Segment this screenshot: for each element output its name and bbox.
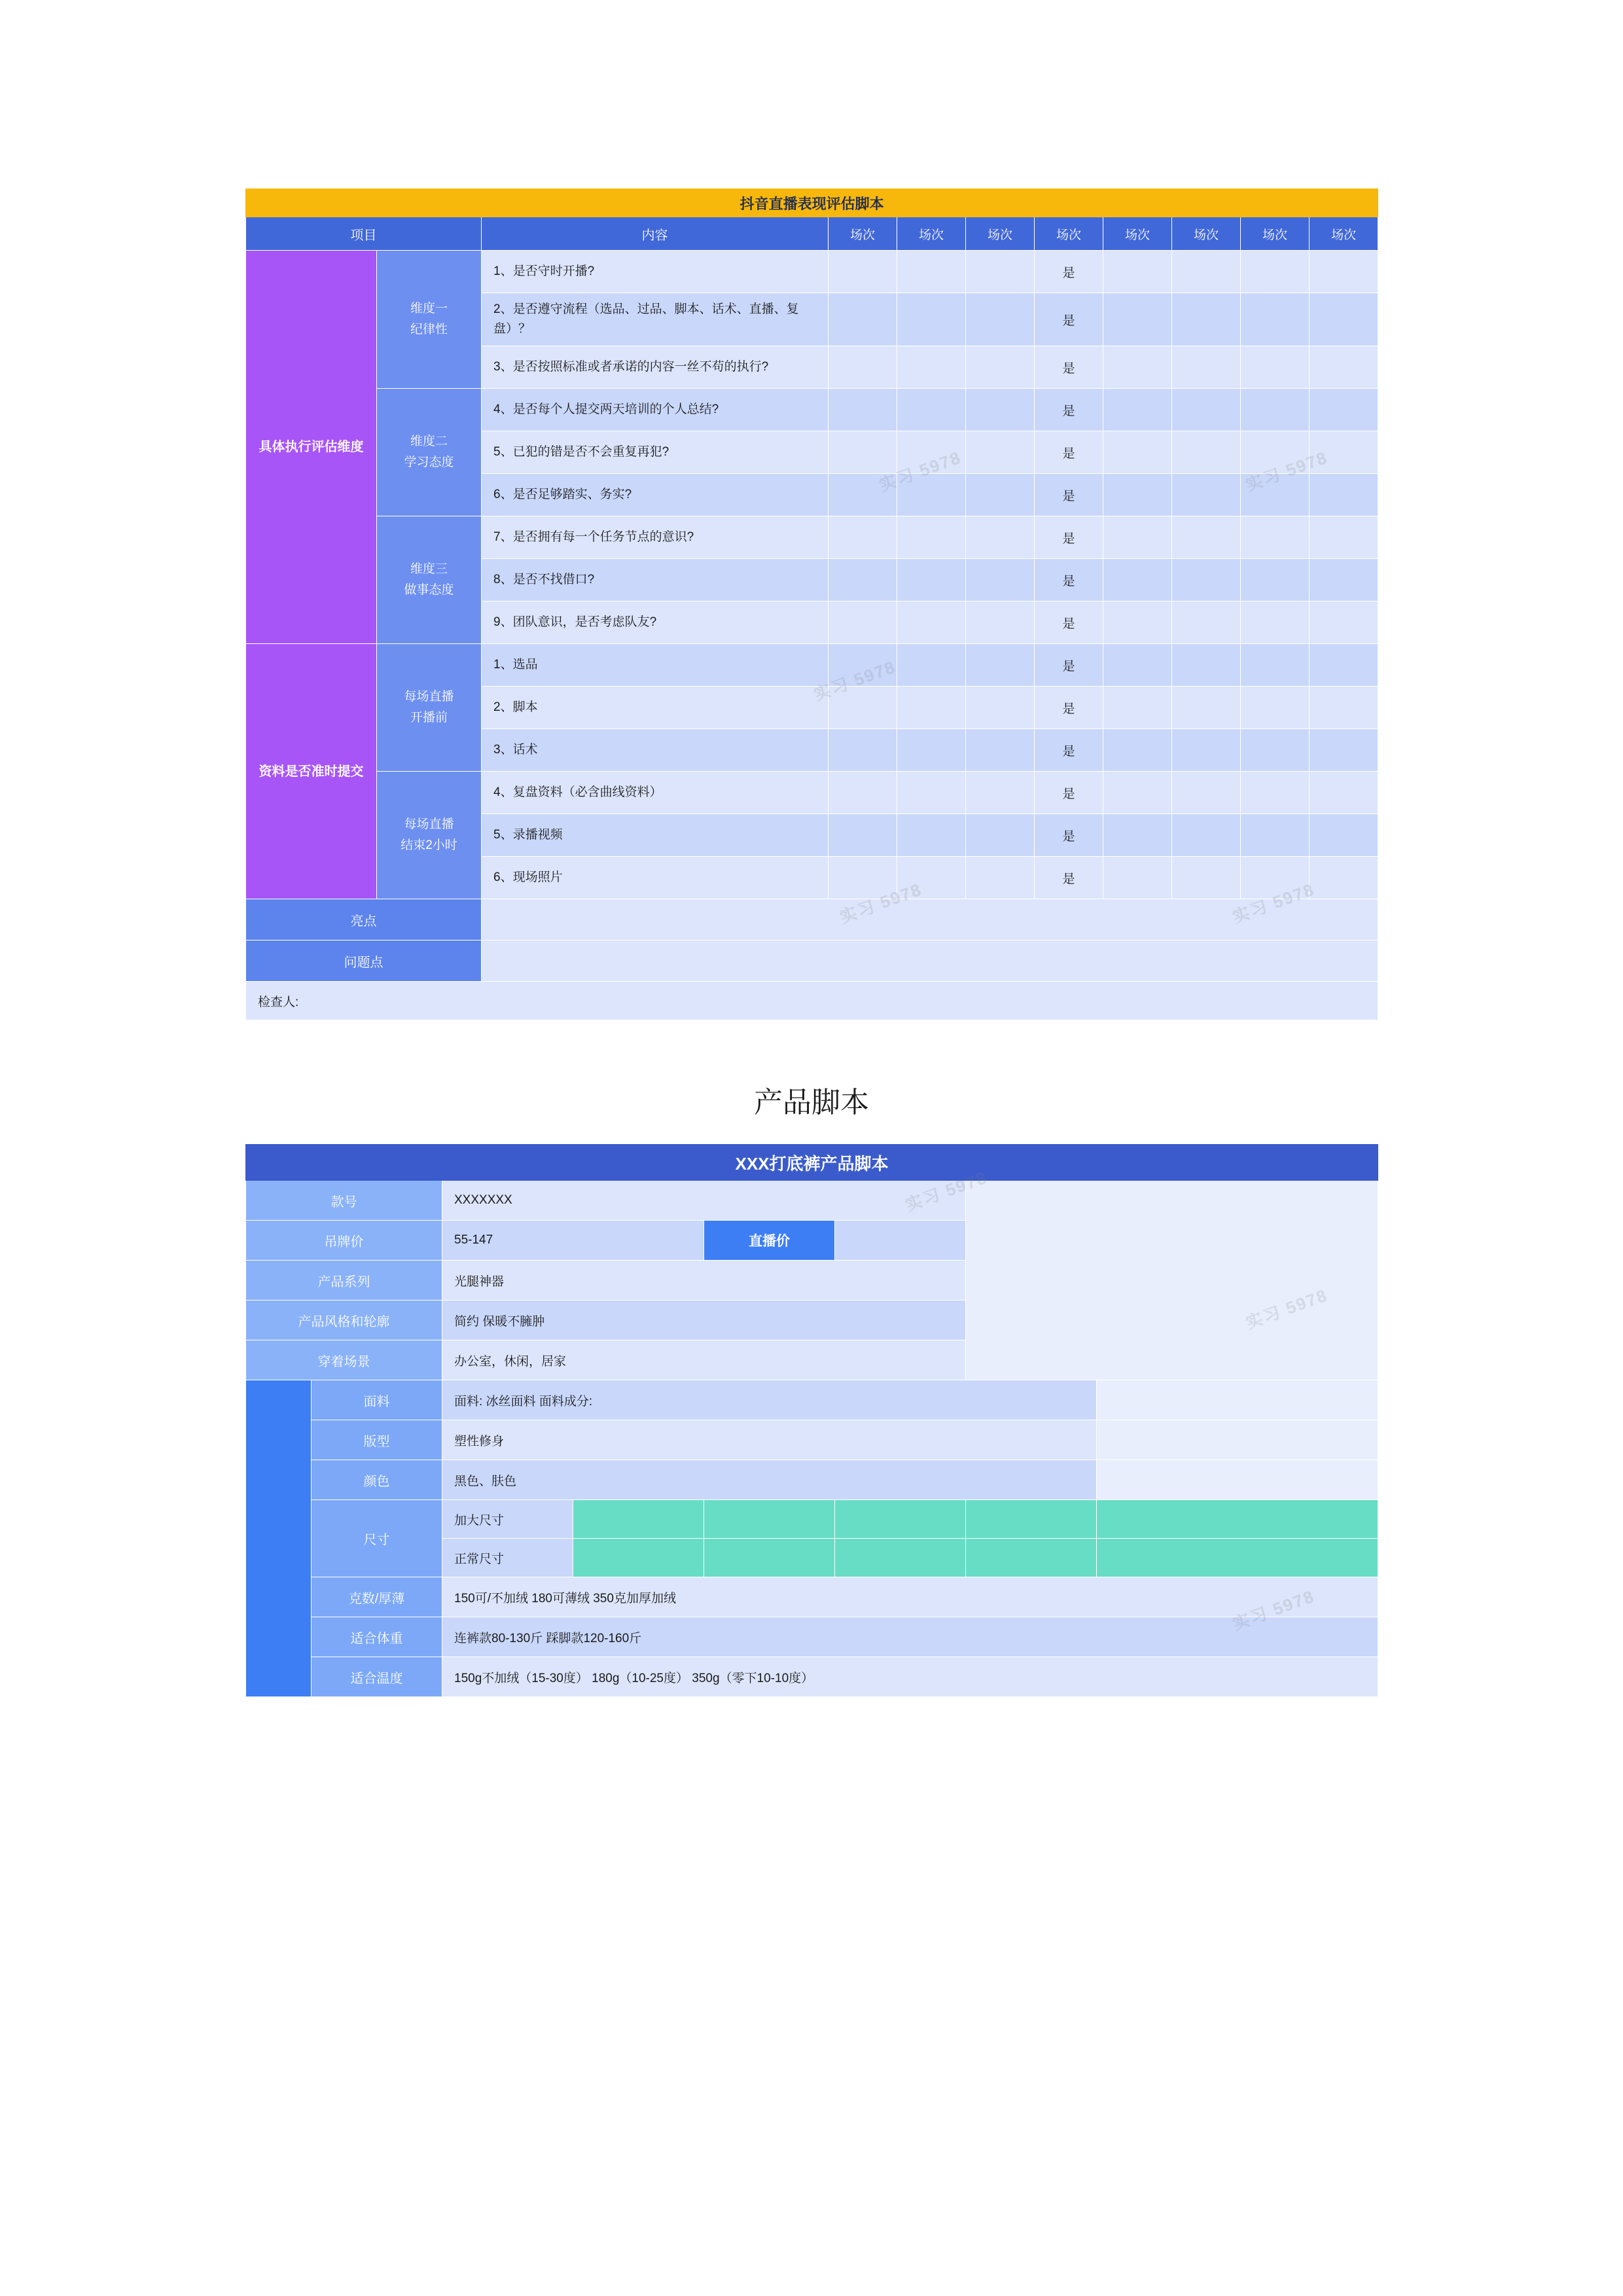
- session-cell[interactable]: [1241, 389, 1310, 431]
- session-cell[interactable]: [966, 814, 1035, 857]
- table-row: [246, 516, 1378, 559]
- session-cell[interactable]: [966, 729, 1035, 772]
- session-cell[interactable]: [1172, 389, 1241, 431]
- table-row-inspector: [246, 982, 1378, 1020]
- header-project: 项目: [246, 217, 482, 251]
- table-row: [246, 251, 1378, 293]
- session-cell[interactable]: [1172, 516, 1241, 559]
- header-session-3: 场次: [966, 217, 1035, 251]
- session-cell[interactable]: [1103, 559, 1172, 601]
- table-product-script: [245, 1144, 1378, 1697]
- label-size-large: 加大尺寸: [442, 1500, 573, 1539]
- question-text: 4、是否每个人提交两天培训的个人总结?: [482, 389, 829, 431]
- size-cell[interactable]: [573, 1500, 704, 1539]
- table-row: [246, 772, 1378, 814]
- table-row-issues: [246, 941, 1378, 982]
- size-cell[interactable]: [1097, 1500, 1378, 1539]
- session-cell[interactable]: [1310, 431, 1378, 474]
- session-cell[interactable]: [897, 644, 966, 687]
- value-weight-thickness[interactable]: 150可/不加绒 180可薄绒 350克加厚加绒: [442, 1577, 1378, 1617]
- label-suitable-temperature: 适合温度: [312, 1657, 442, 1697]
- session-cell[interactable]: [829, 293, 897, 346]
- session-cell[interactable]: [1103, 346, 1172, 389]
- highlights-input[interactable]: [482, 899, 1378, 941]
- session-cell-marked[interactable]: 是: [1035, 474, 1103, 516]
- session-cell[interactable]: [1103, 772, 1172, 814]
- session-cell[interactable]: [1241, 814, 1310, 857]
- question-text: 6、是否足够踏实、务实?: [482, 474, 829, 516]
- live-evaluation-script-table: [245, 188, 1378, 1020]
- session-cell[interactable]: [1103, 293, 1172, 346]
- size-cell[interactable]: [704, 1500, 835, 1539]
- session-cell[interactable]: [1241, 559, 1310, 601]
- session-cell[interactable]: [1172, 431, 1241, 474]
- session-cell[interactable]: [1310, 293, 1378, 346]
- session-cell[interactable]: [1172, 729, 1241, 772]
- session-cell[interactable]: [897, 772, 966, 814]
- question-text: 3、是否按照标准或者承诺的内容一丝不苟的执行?: [482, 346, 829, 389]
- session-cell[interactable]: [1310, 729, 1378, 772]
- question-text: 6、现场照片: [482, 857, 829, 899]
- question-text: 1、是否守时开播?: [482, 251, 829, 293]
- session-cell[interactable]: [1103, 644, 1172, 687]
- session-cell[interactable]: [1310, 559, 1378, 601]
- value-live-price[interactable]: [835, 1221, 966, 1261]
- table-row: [246, 1460, 1378, 1500]
- value-product-style[interactable]: 简约 保暖不臃肿: [442, 1300, 966, 1340]
- session-cell[interactable]: [1310, 346, 1378, 389]
- session-cell[interactable]: [1172, 857, 1241, 899]
- session-cell[interactable]: [1310, 389, 1378, 431]
- session-cell[interactable]: [1310, 772, 1378, 814]
- session-cell[interactable]: [966, 346, 1035, 389]
- dimension-label-4: 每场直播 开播前: [377, 644, 482, 772]
- session-cell[interactable]: [1241, 474, 1310, 516]
- table-row: [246, 1500, 1378, 1539]
- session-cell[interactable]: [897, 814, 966, 857]
- session-cell-marked[interactable]: 是: [1035, 644, 1103, 687]
- header-session-5: 场次: [1103, 217, 1172, 251]
- value-fabric[interactable]: 面料: 冰丝面料 面料成分:: [442, 1380, 1097, 1420]
- session-cell[interactable]: [829, 857, 897, 899]
- header-session-4: 场次: [1035, 217, 1103, 251]
- question-text: 1、选品: [482, 644, 829, 687]
- session-cell[interactable]: [829, 687, 897, 729]
- question-text: 2、是否遵守流程（选品、过品、脚本、话术、直播、复盘）？: [482, 293, 829, 346]
- session-cell[interactable]: [966, 474, 1035, 516]
- session-cell[interactable]: [1172, 293, 1241, 346]
- label-size: 尺寸: [312, 1500, 442, 1577]
- size-cell[interactable]: [573, 1539, 704, 1577]
- session-cell[interactable]: [1172, 772, 1241, 814]
- table1-title: 抖音直播表现评估脚本: [246, 189, 1378, 217]
- session-cell[interactable]: [829, 772, 897, 814]
- session-cell[interactable]: [1103, 431, 1172, 474]
- session-cell[interactable]: [1103, 857, 1172, 899]
- size-cell[interactable]: [704, 1539, 835, 1577]
- session-cell[interactable]: [897, 516, 966, 559]
- session-cell[interactable]: [966, 516, 1035, 559]
- session-cell[interactable]: [829, 431, 897, 474]
- label-weight-thickness: 克数/厚薄: [312, 1577, 442, 1617]
- question-text: 3、话术: [482, 729, 829, 772]
- header-session-8: 场次: [1310, 217, 1378, 251]
- table-row: [246, 1380, 1378, 1420]
- session-cell[interactable]: [966, 559, 1035, 601]
- session-cell[interactable]: [897, 687, 966, 729]
- session-cell[interactable]: [1310, 644, 1378, 687]
- image-placeholder-area-2: [1097, 1380, 1378, 1420]
- row-label-highlights: 亮点: [246, 899, 482, 941]
- session-cell[interactable]: [966, 644, 1035, 687]
- session-cell[interactable]: [1172, 474, 1241, 516]
- session-cell[interactable]: [897, 857, 966, 899]
- category-label-1: 具体执行评估维度: [246, 251, 377, 644]
- header-session-1: 场次: [829, 217, 897, 251]
- session-cell[interactable]: [1172, 346, 1241, 389]
- table-row: [246, 389, 1378, 431]
- session-cell[interactable]: [897, 251, 966, 293]
- issues-input[interactable]: [482, 941, 1378, 982]
- value-fit[interactable]: 塑性修身: [442, 1420, 1097, 1460]
- label-tag-price: 吊牌价: [246, 1221, 442, 1261]
- table-row-highlight: [246, 899, 1378, 941]
- session-cell[interactable]: [966, 772, 1035, 814]
- question-text: 5、已犯的错是否不会重复再犯?: [482, 431, 829, 474]
- session-cell[interactable]: [1103, 251, 1172, 293]
- section-title-product-script: 产品脚本: [754, 1086, 869, 1119]
- session-cell[interactable]: [829, 389, 897, 431]
- table-row: [246, 1577, 1378, 1617]
- value-suitable-temperature[interactable]: 150g不加绒（15-30度） 180g（10-25度） 350g（零下10-10度）: [442, 1657, 1378, 1697]
- session-cell[interactable]: [1241, 857, 1310, 899]
- session-cell[interactable]: [829, 644, 897, 687]
- session-cell[interactable]: [1241, 431, 1310, 474]
- detail-category-bar: [246, 1380, 312, 1697]
- session-cell[interactable]: [966, 431, 1035, 474]
- session-cell[interactable]: [897, 559, 966, 601]
- inspector-field[interactable]: 检查人:: [246, 982, 1378, 1020]
- question-text: 7、是否拥有每一个任务节点的意识?: [482, 516, 829, 559]
- session-cell-marked[interactable]: 是: [1035, 516, 1103, 559]
- question-text: 8、是否不找借口?: [482, 559, 829, 601]
- table-header-row: [246, 217, 1378, 251]
- session-cell[interactable]: [897, 729, 966, 772]
- session-cell[interactable]: [966, 687, 1035, 729]
- session-cell[interactable]: [1310, 251, 1378, 293]
- size-cell[interactable]: [835, 1500, 966, 1539]
- value-suitable-weight[interactable]: 连裤款80-130斤 踩脚款120-160斤: [442, 1617, 1378, 1657]
- session-cell[interactable]: [1103, 814, 1172, 857]
- image-placeholder-area: [966, 1181, 1378, 1380]
- label-fit: 版型: [312, 1420, 442, 1460]
- session-cell[interactable]: [1310, 474, 1378, 516]
- table-row: [246, 1420, 1378, 1460]
- session-cell[interactable]: [966, 857, 1035, 899]
- session-cell-marked[interactable]: 是: [1035, 431, 1103, 474]
- session-cell[interactable]: [829, 346, 897, 389]
- session-cell-marked[interactable]: 是: [1035, 346, 1103, 389]
- label-style-number: 款号: [246, 1181, 442, 1221]
- session-cell[interactable]: [1172, 251, 1241, 293]
- session-cell-marked[interactable]: 是: [1035, 559, 1103, 601]
- session-cell[interactable]: [1172, 559, 1241, 601]
- session-cell[interactable]: [1310, 687, 1378, 729]
- session-cell[interactable]: [1172, 601, 1241, 644]
- session-cell[interactable]: [966, 389, 1035, 431]
- session-cell[interactable]: [1103, 729, 1172, 772]
- session-cell[interactable]: [1241, 687, 1310, 729]
- question-text: 5、录播视频: [482, 814, 829, 857]
- label-size-normal: 正常尺寸: [442, 1539, 573, 1577]
- session-cell[interactable]: [1103, 389, 1172, 431]
- table2-title-row: [246, 1145, 1378, 1181]
- session-cell[interactable]: [1241, 516, 1310, 559]
- header-session-2: 场次: [897, 217, 966, 251]
- session-cell-marked[interactable]: 是: [1035, 857, 1103, 899]
- session-cell-marked[interactable]: 是: [1035, 251, 1103, 293]
- session-cell[interactable]: [966, 293, 1035, 346]
- table-row: [246, 644, 1378, 687]
- image-placeholder-area-3: [1097, 1420, 1378, 1460]
- label-fabric: 面料: [312, 1380, 442, 1420]
- question-text: 2、脚本: [482, 687, 829, 729]
- session-cell[interactable]: [1241, 293, 1310, 346]
- label-color: 颜色: [312, 1460, 442, 1500]
- row-label-issues: 问题点: [246, 941, 482, 982]
- question-text: 9、团队意识，是否考虑队友?: [482, 601, 829, 644]
- session-cell[interactable]: [829, 729, 897, 772]
- session-cell-marked[interactable]: 是: [1035, 293, 1103, 346]
- value-wearing-scene[interactable]: 办公室，休闲，居家: [442, 1340, 966, 1380]
- session-cell[interactable]: [1103, 474, 1172, 516]
- session-cell[interactable]: [1241, 644, 1310, 687]
- session-cell-marked[interactable]: 是: [1035, 601, 1103, 644]
- session-cell[interactable]: [1241, 729, 1310, 772]
- product-script-table: [245, 1144, 1378, 1697]
- session-cell[interactable]: [1310, 857, 1378, 899]
- session-cell[interactable]: [829, 601, 897, 644]
- value-tag-price[interactable]: 55-147: [442, 1221, 704, 1261]
- session-cell[interactable]: [897, 431, 966, 474]
- value-color[interactable]: 黑色、肤色: [442, 1460, 1097, 1500]
- session-cell-marked[interactable]: 是: [1035, 389, 1103, 431]
- table-title-row: [246, 189, 1378, 217]
- session-cell[interactable]: [1103, 516, 1172, 559]
- label-product-style: 产品风格和轮廓: [246, 1300, 442, 1340]
- image-placeholder-area-4: [1097, 1460, 1378, 1500]
- session-cell[interactable]: [829, 251, 897, 293]
- session-cell[interactable]: [1172, 687, 1241, 729]
- value-style-number[interactable]: XXXXXXX: [442, 1181, 966, 1221]
- session-cell[interactable]: [897, 474, 966, 516]
- session-cell[interactable]: [1310, 814, 1378, 857]
- session-cell[interactable]: [897, 346, 966, 389]
- session-cell[interactable]: [829, 474, 897, 516]
- session-cell[interactable]: [897, 293, 966, 346]
- session-cell[interactable]: [1172, 644, 1241, 687]
- size-cell[interactable]: [966, 1500, 1097, 1539]
- table-row: [246, 1181, 1378, 1221]
- dimension-label-1: 维度一 纪律性: [377, 251, 482, 389]
- session-cell[interactable]: [1310, 516, 1378, 559]
- session-cell[interactable]: [1241, 346, 1310, 389]
- session-cell-marked[interactable]: 是: [1035, 729, 1103, 772]
- table-row: [246, 1617, 1378, 1657]
- label-product-series: 产品系列: [246, 1261, 442, 1300]
- header-session-6: 场次: [1172, 217, 1241, 251]
- session-cell[interactable]: [897, 389, 966, 431]
- session-cell[interactable]: [1103, 687, 1172, 729]
- table2-title: XXX打底裤产品脚本: [246, 1145, 1378, 1181]
- dimension-label-5: 每场直播 结束2小时: [377, 772, 482, 899]
- size-cell[interactable]: [835, 1539, 966, 1577]
- session-cell[interactable]: [1241, 601, 1310, 644]
- label-suitable-weight: 适合体重: [312, 1617, 442, 1657]
- session-cell-marked[interactable]: 是: [1035, 814, 1103, 857]
- question-text: 4、复盘资料（必含曲线资料）: [482, 772, 829, 814]
- session-cell[interactable]: [829, 559, 897, 601]
- size-cell[interactable]: [1097, 1539, 1378, 1577]
- session-cell[interactable]: [1241, 251, 1310, 293]
- live-price-button[interactable]: 直播价: [704, 1221, 835, 1261]
- session-cell[interactable]: [966, 601, 1035, 644]
- size-cell[interactable]: [966, 1539, 1097, 1577]
- header-session-7: 场次: [1241, 217, 1310, 251]
- session-cell-marked[interactable]: 是: [1035, 687, 1103, 729]
- session-cell[interactable]: [1172, 814, 1241, 857]
- dimension-label-3: 维度三 做事态度: [377, 516, 482, 644]
- session-cell[interactable]: [1103, 601, 1172, 644]
- table-live-eval: [245, 188, 1378, 1020]
- label-wearing-scene: 穿着场景: [246, 1340, 442, 1380]
- session-cell[interactable]: [829, 516, 897, 559]
- table-row: [246, 1657, 1378, 1697]
- session-cell-marked[interactable]: 是: [1035, 772, 1103, 814]
- session-cell[interactable]: [829, 814, 897, 857]
- value-product-series[interactable]: 光腿神器: [442, 1261, 966, 1300]
- header-content: 内容: [482, 217, 829, 251]
- category-label-2: 资料是否准时提交: [246, 644, 377, 899]
- dimension-label-2: 维度二 学习态度: [377, 389, 482, 516]
- session-cell[interactable]: [966, 251, 1035, 293]
- session-cell[interactable]: [1241, 772, 1310, 814]
- session-cell[interactable]: [1310, 601, 1378, 644]
- session-cell[interactable]: [897, 601, 966, 644]
